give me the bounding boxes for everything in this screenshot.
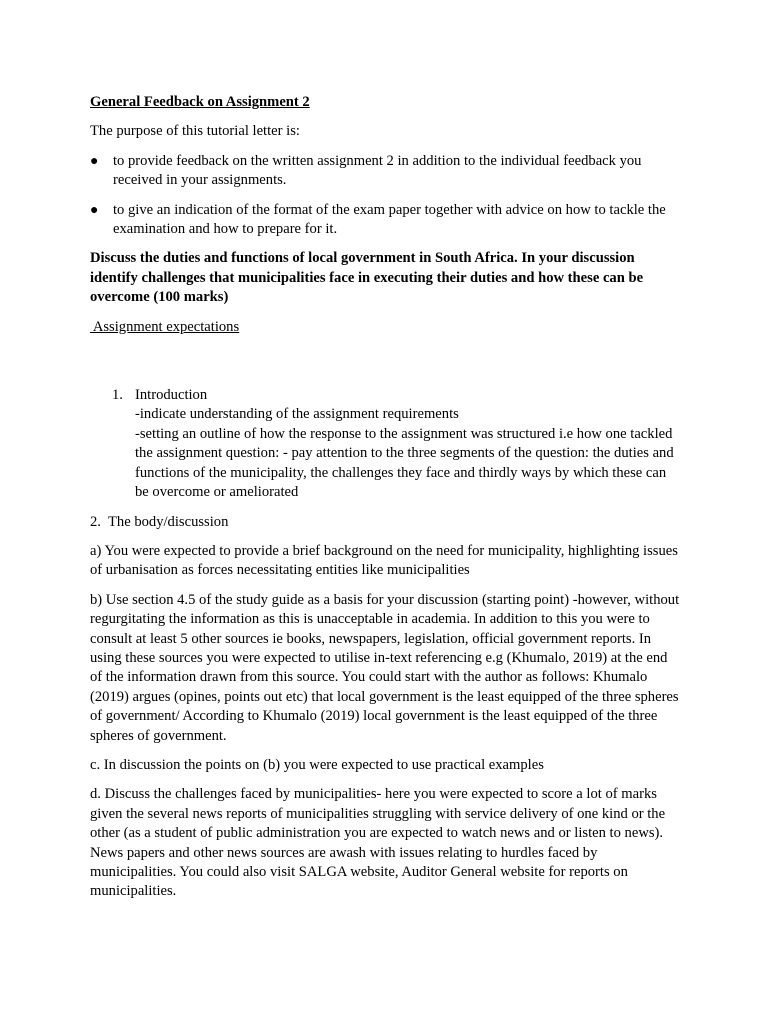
purpose-intro: The purpose of this tutorial letter is:	[90, 123, 300, 140]
introduction-item	[90, 386, 680, 502]
introduction-title: Introduction	[135, 387, 208, 404]
document-page	[90, 93, 680, 912]
introduction-number: 1.	[112, 387, 123, 404]
body-paragraph-b: b) Use section 4.5 of the study guide as a basis for your discussion (starting point) -however, without regurgitating the information as this is unacceptable in academia. In addition to this you were to consult at least 5 other sources ie books, newspapers, legislation, official government reports. In using these sources you were expected to utilise in-text referencing e.g (Khumalo, 2019) at the end of the information drawn from this source. You could start with the author as follows: Khumalo (2019) argues (opines, points out etc) that local government is the least equipped of the three spheres of government/ According to Khumalo (2019) local government is the least equipped of the three spheres of government.	[90, 591, 680, 744]
body-heading: 2. The body/discussion	[90, 513, 229, 530]
introduction-line: -setting an outline of how the response to the assignment was structured i.e how one tackled the assignment question: - pay attention to the three segments of the question: the duties and functions of the municipality, the challenges they face and thirdly ways by which these can be overcome or ameliorated	[135, 425, 674, 501]
purpose-bullet-list	[90, 152, 680, 240]
body-paragraph-c: c. In discussion the points on (b) you were expected to use practical examples	[90, 756, 544, 773]
expectations-heading-text: Assignment expectations	[90, 318, 240, 335]
purpose-bullet-text: to give an indication of the format of the exam paper together with advice on how to tackle the examination and how to prepare for it.	[113, 201, 666, 238]
purpose-bullet-item	[90, 152, 680, 191]
body-paragraph-a: a) You were expected to provide a brief background on the need for municipality, highlighting issues of urbanisation as forces necessitating entities like municipalities	[90, 542, 678, 579]
bullet-icon: ●	[90, 202, 99, 218]
bullet-icon: ●	[90, 153, 99, 169]
document-title: General Feedback on Assignment 2	[90, 94, 310, 110]
expectations-heading	[90, 318, 680, 337]
purpose-bullet-item	[90, 201, 680, 240]
purpose-bullet-text: to provide feedback on the written assignment 2 in addition to the individual feedback you received in your assignments.	[113, 152, 642, 189]
assignment-question: Discuss the duties and functions of local government in South Africa. In your discussion identify challenges that municipalities face in executing their duties and how these can be overcome (100 marks)	[90, 250, 644, 306]
introduction-line: -indicate understanding of the assignment requirements	[135, 406, 459, 423]
spacer	[90, 347, 680, 386]
body-paragraph-d: d. Discuss the challenges faced by municipalities- here you were expected to score a lot of marks given the several news reports of municipalities struggling with service delivery of one kind or the other (as a student of public administration you are expected to watch news and or listen to news). News papers and other news sources are awash with issues relating to hurdles faced by municipalities. You could also visit SALGA website, Auditor General website for reports on municipalities.	[90, 786, 666, 900]
